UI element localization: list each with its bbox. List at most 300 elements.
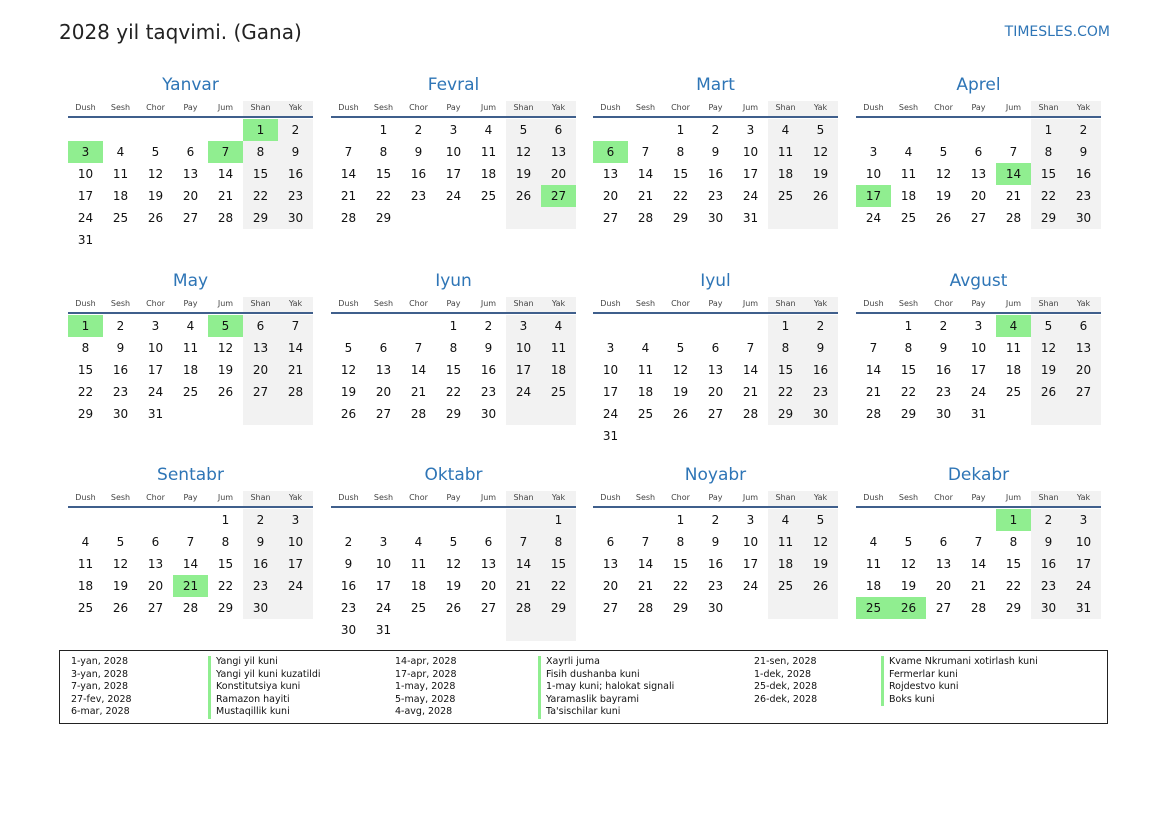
- empty-cell: [173, 509, 208, 531]
- day-cell: 18: [768, 553, 803, 575]
- day-cell: 4: [186, 319, 195, 333]
- empty-cell: [138, 119, 173, 141]
- day-cell: 30: [278, 207, 313, 229]
- day-cell: 22: [900, 385, 917, 399]
- day-cell: 24: [742, 189, 759, 203]
- weekday-label: Yak: [278, 491, 313, 506]
- empty-cell: [1031, 403, 1066, 425]
- day-cell: 29: [1005, 601, 1022, 615]
- empty-cell: [366, 509, 401, 531]
- day-cell: 20: [480, 579, 497, 593]
- day-cell: 4: [869, 535, 878, 549]
- day-cell: 9: [484, 341, 493, 355]
- empty-cell: [138, 229, 173, 251]
- day-cell: 27: [480, 601, 497, 615]
- day-cell: 11: [410, 557, 427, 571]
- day-cell: 9: [1066, 141, 1101, 163]
- day-cell: 28: [637, 211, 654, 225]
- day-cell: 13: [375, 363, 392, 377]
- holiday-date: 14-apr, 2028: [395, 656, 457, 667]
- holiday-name: 1-may kuni; halokat signali: [538, 681, 674, 694]
- empty-cell: [331, 119, 366, 141]
- day-cell: 18: [182, 363, 199, 377]
- day-cell: 18: [768, 163, 803, 185]
- day-cell: 22: [768, 381, 803, 403]
- day-cell: 8: [904, 341, 913, 355]
- day-cell: 15: [77, 363, 94, 377]
- weekday-label: Shan: [1031, 101, 1066, 116]
- day-cell: 17: [147, 363, 164, 377]
- weekday-label: Shan: [506, 491, 541, 506]
- day-cell: 1: [768, 315, 803, 337]
- empty-cell: [803, 597, 838, 619]
- day-cell: 25: [637, 407, 654, 421]
- weekday-label: Pay: [183, 493, 198, 502]
- day-cell: 3: [974, 319, 983, 333]
- day-cell: 8: [541, 531, 576, 553]
- weekday-header: [68, 101, 313, 118]
- day-cell: 2: [243, 509, 278, 531]
- holiday-day-cell: 5: [208, 315, 243, 337]
- day-cell: 5: [803, 509, 838, 531]
- day-cell: 6: [186, 145, 195, 159]
- day-cell: 20: [1066, 359, 1101, 381]
- empty-cell: [541, 619, 576, 641]
- day-cell: 17: [77, 189, 94, 203]
- weekday-label: Jum: [217, 299, 234, 308]
- weekday-header: [856, 297, 1101, 314]
- day-cell: 31: [77, 233, 94, 247]
- day-cell: 29: [541, 597, 576, 619]
- holiday-date: 26-dek, 2028: [754, 693, 818, 705]
- day-cell: 17: [375, 579, 392, 593]
- holiday-name: Rojdestvo kuni: [881, 681, 1038, 694]
- day-cell: 28: [217, 211, 234, 225]
- day-cell: 14: [506, 553, 541, 575]
- day-cell: 7: [344, 145, 353, 159]
- weekday-label: Shan: [243, 297, 278, 312]
- empty-cell: [208, 403, 243, 425]
- day-cell: 23: [1031, 575, 1066, 597]
- weekday-label: Pay: [183, 299, 198, 308]
- day-cell: 10: [506, 337, 541, 359]
- day-cell: 15: [672, 167, 689, 181]
- day-grid: [331, 119, 576, 229]
- day-grid: [68, 119, 313, 251]
- day-cell: 6: [606, 535, 615, 549]
- holiday-date: 21-sen, 2028: [754, 656, 817, 667]
- day-cell: 19: [803, 163, 838, 185]
- empty-cell: [103, 119, 138, 141]
- weekday-header: [593, 491, 838, 508]
- weekday-header: [68, 297, 313, 314]
- weekday-header: [68, 491, 313, 508]
- day-cell: 12: [217, 341, 234, 355]
- day-cell: 18: [410, 579, 427, 593]
- holiday-date: 1-yan, 2028: [71, 656, 128, 667]
- day-cell: 31: [742, 211, 759, 225]
- day-cell: 24: [865, 211, 882, 225]
- day-cell: 10: [278, 531, 313, 553]
- day-cell: 4: [904, 145, 913, 159]
- day-cell: 11: [768, 531, 803, 553]
- day-cell: 5: [803, 119, 838, 141]
- day-cell: 23: [803, 381, 838, 403]
- day-cell: 4: [81, 535, 90, 549]
- day-cell: 11: [77, 557, 94, 571]
- weekday-label: Sesh: [898, 493, 919, 502]
- day-cell: 12: [147, 167, 164, 181]
- day-cell: 1: [541, 509, 576, 531]
- holiday-name: Ramazon hayiti: [208, 694, 321, 707]
- day-cell: 17: [1066, 553, 1101, 575]
- empty-cell: [103, 229, 138, 251]
- day-cell: 29: [445, 407, 462, 421]
- day-cell: 9: [344, 557, 353, 571]
- month-sentabr: [68, 464, 313, 619]
- day-cell: 25: [768, 575, 803, 597]
- weekday-label: Yak: [803, 491, 838, 506]
- day-grid: [331, 315, 576, 425]
- day-cell: 27: [243, 381, 278, 403]
- holiday-day-cell: 1: [68, 315, 103, 337]
- day-grid: [593, 509, 838, 619]
- day-cell: 31: [602, 429, 619, 443]
- empty-cell: [961, 119, 996, 141]
- empty-cell: [68, 509, 103, 531]
- day-cell: 6: [939, 535, 948, 549]
- empty-cell: [331, 509, 366, 531]
- weekday-label: Jum: [480, 493, 497, 502]
- weekday-label: Pay: [971, 493, 986, 502]
- day-cell: 21: [217, 189, 234, 203]
- empty-cell: [628, 315, 663, 337]
- day-cell: 2: [278, 119, 313, 141]
- day-cell: 30: [112, 407, 129, 421]
- day-cell: 11: [637, 363, 654, 377]
- day-cell: 21: [410, 385, 427, 399]
- day-cell: 22: [541, 575, 576, 597]
- day-cell: 13: [602, 557, 619, 571]
- day-cell: 20: [602, 189, 619, 203]
- empty-cell: [803, 425, 838, 447]
- day-cell: 26: [672, 407, 689, 421]
- day-cell: 3: [151, 319, 160, 333]
- weekday-label: Chor: [671, 299, 690, 308]
- day-cell: 25: [182, 385, 199, 399]
- day-cell: 22: [77, 385, 94, 399]
- weekday-label: Chor: [934, 493, 953, 502]
- day-cell: 3: [506, 315, 541, 337]
- empty-cell: [208, 229, 243, 251]
- holiday-day-cell: 7: [208, 141, 243, 163]
- weekday-label: Shan: [768, 491, 803, 506]
- day-cell: 2: [116, 319, 125, 333]
- empty-cell: [698, 315, 733, 337]
- day-cell: 26: [1031, 381, 1066, 403]
- day-cell: 11: [1005, 341, 1022, 355]
- day-cell: 10: [445, 145, 462, 159]
- day-cell: 8: [676, 145, 685, 159]
- holiday-day-cell: 25: [856, 597, 891, 619]
- day-cell: 22: [243, 185, 278, 207]
- day-grid: [856, 315, 1101, 425]
- day-cell: 17: [506, 359, 541, 381]
- day-cell: 1: [379, 123, 388, 137]
- day-cell: 23: [410, 189, 427, 203]
- day-cell: 12: [1031, 337, 1066, 359]
- weekday-label: Sesh: [110, 299, 131, 308]
- day-cell: 25: [768, 185, 803, 207]
- holiday-name: Boks kuni: [881, 694, 1038, 707]
- day-cell: 13: [935, 557, 952, 571]
- day-cell: 28: [506, 597, 541, 619]
- day-cell: 4: [414, 535, 423, 549]
- weekday-label: Chor: [671, 103, 690, 112]
- day-cell: 1: [676, 513, 685, 527]
- holiday-day-cell: 3: [68, 141, 103, 163]
- day-cell: 17: [278, 553, 313, 575]
- weekday-label: Dush: [338, 103, 359, 112]
- day-cell: 28: [865, 407, 882, 421]
- day-cell: 26: [935, 211, 952, 225]
- holiday-date: 7-yan, 2028: [71, 681, 128, 692]
- day-grid: [856, 509, 1101, 619]
- day-cell: 4: [768, 119, 803, 141]
- day-cell: 10: [742, 145, 759, 159]
- day-cell: 7: [1009, 145, 1018, 159]
- day-cell: 27: [602, 211, 619, 225]
- day-cell: 3: [869, 145, 878, 159]
- holiday-date: 6-mar, 2028: [71, 706, 130, 717]
- day-cell: 17: [445, 167, 462, 181]
- weekday-label: Dush: [338, 299, 359, 308]
- weekday-label: Pay: [708, 299, 723, 308]
- day-cell: 3: [449, 123, 458, 137]
- day-cell: 28: [410, 407, 427, 421]
- empty-cell: [768, 207, 803, 229]
- day-cell: 2: [484, 319, 493, 333]
- day-cell: 3: [746, 513, 755, 527]
- day-cell: 24: [375, 601, 392, 615]
- weekday-label: Chor: [409, 299, 428, 308]
- weekday-label: Chor: [146, 103, 165, 112]
- day-cell: 4: [116, 145, 125, 159]
- day-cell: 6: [974, 145, 983, 159]
- empty-cell: [733, 597, 768, 619]
- empty-cell: [401, 619, 436, 641]
- empty-cell: [103, 509, 138, 531]
- day-cell: 18: [865, 579, 882, 593]
- weekday-label: Pay: [708, 493, 723, 502]
- day-cell: 12: [506, 141, 541, 163]
- empty-cell: [278, 403, 313, 425]
- empty-cell: [506, 207, 541, 229]
- day-cell: 24: [1066, 575, 1101, 597]
- day-cell: 1: [904, 319, 913, 333]
- day-cell: 14: [742, 363, 759, 377]
- weekday-label: Chor: [146, 493, 165, 502]
- day-cell: 14: [410, 363, 427, 377]
- day-cell: 29: [900, 407, 917, 421]
- day-cell: 26: [445, 601, 462, 615]
- holiday-date: 25-dek, 2028: [754, 681, 818, 692]
- empty-cell: [208, 119, 243, 141]
- day-cell: 9: [711, 535, 720, 549]
- month-iyun: [331, 270, 576, 425]
- day-cell: 30: [707, 601, 724, 615]
- day-cell: 19: [445, 579, 462, 593]
- day-cell: 25: [480, 189, 497, 203]
- day-cell: 24: [970, 385, 987, 399]
- day-cell: 27: [147, 601, 164, 615]
- day-cell: 27: [970, 211, 987, 225]
- holiday-name: Kvame Nkrumani xotirlash kuni: [881, 656, 1038, 669]
- day-grid: [856, 119, 1101, 229]
- empty-cell: [698, 425, 733, 447]
- holiday-date: 1-may, 2028: [395, 681, 456, 692]
- weekday-header: [331, 491, 576, 508]
- empty-cell: [541, 207, 576, 229]
- empty-cell: [243, 403, 278, 425]
- weekday-label: Yak: [278, 297, 313, 312]
- weekday-label: Dush: [863, 103, 884, 112]
- empty-cell: [436, 509, 471, 531]
- day-cell: 17: [742, 557, 759, 571]
- day-cell: 7: [974, 535, 983, 549]
- weekday-label: Jum: [1005, 103, 1022, 112]
- weekday-label: Dush: [338, 493, 359, 502]
- day-cell: 29: [1031, 207, 1066, 229]
- day-cell: 25: [541, 381, 576, 403]
- weekday-header: [593, 297, 838, 314]
- weekday-label: Sesh: [635, 299, 656, 308]
- weekday-label: Chor: [409, 103, 428, 112]
- day-cell: 9: [243, 531, 278, 553]
- day-cell: 27: [1066, 381, 1101, 403]
- weekday-label: Yak: [1066, 491, 1101, 506]
- empty-cell: [173, 403, 208, 425]
- day-cell: 22: [217, 579, 234, 593]
- day-cell: 7: [186, 535, 195, 549]
- day-cell: 15: [1031, 163, 1066, 185]
- day-cell: 29: [243, 207, 278, 229]
- site-link[interactable]: TIMESLES.COM: [1004, 24, 1110, 40]
- day-cell: 3: [746, 123, 755, 137]
- weekday-label: Yak: [1066, 101, 1101, 116]
- weekday-label: Sesh: [635, 493, 656, 502]
- month-avgust: [856, 270, 1101, 425]
- day-cell: 30: [340, 623, 357, 637]
- day-cell: 27: [375, 407, 392, 421]
- day-cell: 11: [541, 337, 576, 359]
- day-cell: 15: [375, 167, 392, 181]
- empty-cell: [401, 509, 436, 531]
- empty-cell: [471, 207, 506, 229]
- holiday-day-cell: 1: [996, 509, 1031, 531]
- weekday-label: Shan: [243, 491, 278, 506]
- weekday-label: Shan: [1031, 297, 1066, 312]
- empty-cell: [436, 207, 471, 229]
- day-cell: 24: [77, 211, 94, 225]
- day-cell: 28: [278, 381, 313, 403]
- day-cell: 14: [970, 557, 987, 571]
- day-cell: 19: [935, 189, 952, 203]
- day-cell: 16: [410, 167, 427, 181]
- day-cell: 14: [865, 363, 882, 377]
- holiday-name: Fisih dushanba kuni: [538, 669, 674, 682]
- day-cell: 30: [1066, 207, 1101, 229]
- day-cell: 7: [746, 341, 755, 355]
- weekday-label: Sesh: [635, 103, 656, 112]
- day-cell: 12: [112, 557, 129, 571]
- day-cell: 24: [278, 575, 313, 597]
- holiday-name: Fermerlar kuni: [881, 669, 1038, 682]
- day-cell: 14: [340, 167, 357, 181]
- day-cell: 16: [112, 363, 129, 377]
- holiday-legend: [59, 650, 1108, 724]
- weekday-label: Jum: [742, 103, 759, 112]
- day-cell: 23: [935, 385, 952, 399]
- month-mart: [593, 74, 838, 229]
- day-cell: 10: [742, 535, 759, 549]
- day-cell: 20: [970, 189, 987, 203]
- day-cell: 16: [480, 363, 497, 377]
- empty-cell: [401, 207, 436, 229]
- day-cell: 21: [970, 579, 987, 593]
- day-cell: 18: [480, 167, 497, 181]
- day-cell: 15: [541, 553, 576, 575]
- day-cell: 5: [676, 341, 685, 355]
- day-cell: 18: [112, 189, 129, 203]
- day-cell: 9: [116, 341, 125, 355]
- weekday-label: Dush: [600, 103, 621, 112]
- day-cell: 3: [379, 535, 388, 549]
- day-cell: 7: [278, 315, 313, 337]
- day-cell: 24: [147, 385, 164, 399]
- day-cell: 12: [672, 363, 689, 377]
- empty-cell: [1066, 403, 1101, 425]
- day-cell: 29: [672, 211, 689, 225]
- weekday-label: Sesh: [373, 103, 394, 112]
- day-cell: 18: [900, 189, 917, 203]
- day-cell: 22: [445, 385, 462, 399]
- day-cell: 12: [935, 167, 952, 181]
- day-cell: 23: [340, 601, 357, 615]
- legend-dates-column: [395, 656, 457, 719]
- day-cell: 16: [707, 167, 724, 181]
- holiday-date: 5-may, 2028: [395, 693, 456, 705]
- holiday-day-cell: 26: [891, 597, 926, 619]
- day-cell: 13: [1066, 337, 1101, 359]
- weekday-label: Pay: [446, 493, 461, 502]
- day-cell: 29: [672, 601, 689, 615]
- day-cell: 24: [506, 381, 541, 403]
- weekday-label: Jum: [742, 299, 759, 308]
- day-cell: 2: [939, 319, 948, 333]
- day-cell: 13: [182, 167, 199, 181]
- day-cell: 22: [375, 189, 392, 203]
- day-cell: 16: [1031, 553, 1066, 575]
- day-cell: 26: [506, 185, 541, 207]
- weekday-label: Sesh: [110, 493, 131, 502]
- month-dekabr: [856, 464, 1101, 619]
- day-cell: 25: [410, 601, 427, 615]
- day-cell: 26: [147, 211, 164, 225]
- weekday-label: Chor: [934, 103, 953, 112]
- day-cell: 28: [182, 601, 199, 615]
- day-cell: 30: [1031, 597, 1066, 619]
